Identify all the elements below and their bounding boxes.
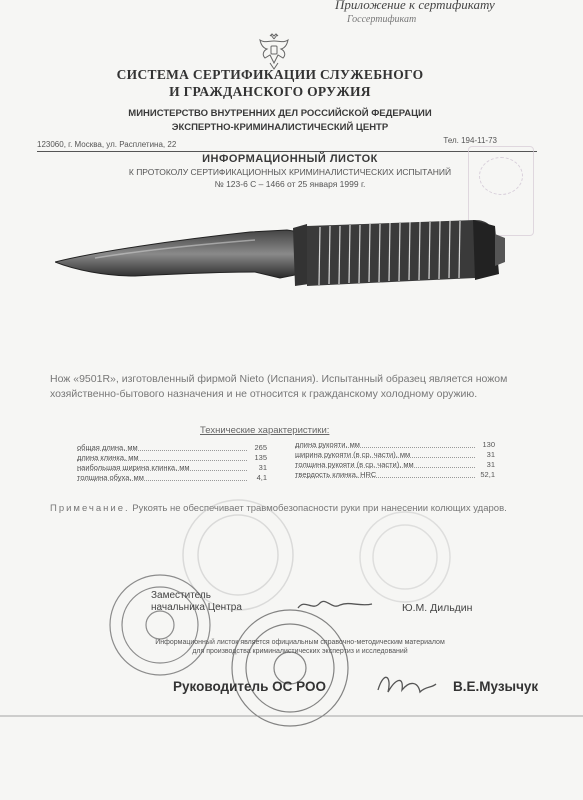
spec-row <box>77 463 267 473</box>
specs-right-column <box>295 440 495 480</box>
spec-label: длина рукояти, мм <box>295 440 360 449</box>
system-title <box>60 66 480 100</box>
note-label: Примечание. <box>50 503 130 514</box>
spec-label: наибольшая ширина клинка, мм <box>77 463 190 472</box>
spec-value: 31 <box>258 463 267 472</box>
spec-label: общая длина, мм <box>77 443 138 452</box>
spec-value: 265 <box>254 443 267 452</box>
footnote <box>130 638 470 656</box>
knife-image <box>55 212 505 306</box>
corner-note-line2: Госсертификат <box>347 14 417 25</box>
spec-value: 4,1 <box>256 473 267 482</box>
deputy-line2: начальника Центра <box>151 602 242 613</box>
system-title-line1: СИСТЕМА СЕРТИФИКАЦИИ СЛУЖЕБНОГО <box>116 67 424 82</box>
protocol-reference <box>60 166 520 190</box>
deputy-title <box>151 590 242 614</box>
round-stamp-bottom <box>232 610 348 726</box>
ministry-line2: ЭКСПЕРТНО-КРИМИНАЛИСТИЧЕСКИЙ ЦЕНТР <box>171 122 389 133</box>
spec-row <box>77 453 267 463</box>
spec-value: 31 <box>486 460 495 469</box>
spec-row <box>295 450 495 460</box>
protocol-line1: К ПРОТОКОЛУ СЕРТИФИКАЦИОННЫХ КРИМИНАЛИСТИЧЕСКИХ ИСПЫТАНИЙ <box>128 167 452 177</box>
spec-row <box>295 470 495 480</box>
spec-row <box>77 443 267 453</box>
deputy-name: Ю.М. Дильдин <box>402 602 473 614</box>
spec-label: твердость клинка, HRC <box>295 470 377 479</box>
spec-label: толщина рукояти (в ср. части), мм <box>295 460 414 469</box>
ministry-block <box>70 107 490 135</box>
head-signature <box>378 677 436 692</box>
head-name: В.Е.Музычук <box>453 679 539 694</box>
corner-note <box>335 0 495 27</box>
corner-note-line1: Приложение к сертификату <box>335 0 495 12</box>
head-role: Руководитель ОС РОО <box>173 679 326 694</box>
phone: Тел. 194-11-73 <box>443 136 497 145</box>
description-text: Нож «9501R», изготовленный фирмой Nieto (Испания). Испытанный образец является ножом хозяйственно-бытового назначения и не относится к гражданскому холодному оружию. <box>50 373 508 400</box>
spec-value: 135 <box>254 453 267 462</box>
deputy-line1: Заместитель <box>151 590 211 601</box>
note-text: Рукоять не обеспечивает травмобезопасности руки при нанесении колющих ударов. <box>132 503 507 514</box>
footnote-line2: для производства криминалистических экспертиз и исследований <box>192 648 408 655</box>
spec-value: 52,1 <box>480 470 495 479</box>
specs-heading: Технические характеристики: <box>200 425 330 436</box>
system-title-line2: И ГРАЖДАНСКОГО ОРУЖИЯ <box>169 84 371 99</box>
spec-value: 31 <box>486 450 495 459</box>
address: 123060, г. Москва, ул. Расплетина, 22 <box>37 140 177 149</box>
note <box>50 502 520 516</box>
deputy-signature <box>298 601 372 608</box>
spec-label: длина клинка, мм <box>77 453 139 462</box>
spec-label: ширина рукояти (в ср. части), мм <box>295 450 411 459</box>
spec-row <box>77 473 267 483</box>
spec-value: 130 <box>482 440 495 449</box>
footnote-line1: Информационный листок является официальным справочно-методическим материалом <box>155 639 445 646</box>
faint-round-stamp-right <box>360 512 450 602</box>
spec-label: толщина обуха, мм <box>77 473 144 482</box>
specs-left-column <box>77 443 267 483</box>
info-sheet-title: ИНФОРМАЦИОННЫЙ ЛИСТОК <box>202 153 378 165</box>
protocol-line2: № 123-6 С – 1466 от 25 января 1999 г. <box>214 179 366 189</box>
spec-row <box>295 460 495 470</box>
spec-row <box>295 440 495 450</box>
address-line <box>37 136 537 152</box>
ministry-line1: МИНИСТЕРСТВО ВНУТРЕННИХ ДЕЛ РОССИЙСКОЙ ФЕДЕРАЦИИ <box>128 108 432 119</box>
